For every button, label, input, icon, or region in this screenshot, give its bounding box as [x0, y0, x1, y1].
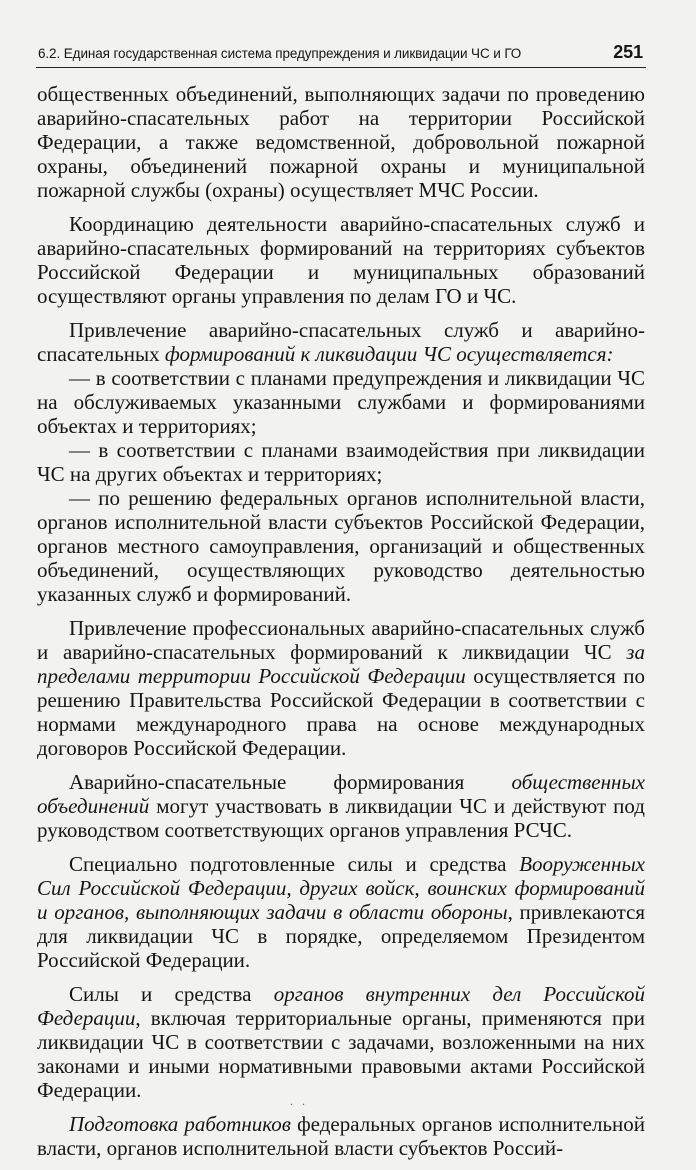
paragraph-10: [37, 982, 645, 1102]
list-item-3: — по решению федеральных органов исполнительной власти, органов исполнительной власти субъектов Российской Федерации, органов местного самоуправления, организаций и общественных объединений, осуществляющих руководство деятельностью указанных служб и формирований.: [37, 486, 645, 606]
list-item-1: — в соответствии с планами предупреждения и ликвидации ЧС на обслуживаемых указанными службами и формированиями объектах и территориях;: [37, 366, 645, 438]
paragraph-11-text: федеральных органов исполнительной власти, органов исполнительной власти субъектов Россий-: [37, 1112, 645, 1160]
paragraph-9-emphasis: Вооруженных Сил Российской Федерации, других войск, воинских формирований и органов, выполняющих задачи в области обороны: [37, 852, 645, 924]
paragraph-3-emphasis: формирований к ликвидации ЧС осуществляется:: [164, 342, 614, 366]
page-body: [37, 82, 645, 1170]
header-rule: [36, 67, 646, 68]
paragraph-8-text-a: Аварийно-спасательные формирования: [69, 770, 512, 794]
footer-mark: . .: [290, 1094, 308, 1108]
paragraph-7: [37, 616, 645, 760]
paragraph-9-text-b: , привлекаются для ликвидации ЧС в порядке, определяемом Президентом Российской Федерации.: [37, 900, 646, 972]
paragraph-7-emphasis: за пределами территории Российской Федерации: [37, 640, 645, 688]
running-head: [38, 42, 643, 63]
paragraph-10-text-b: , включая территориальные органы, применяются при ликвидации ЧС в соответствии с задачами, возложенными на них законами и иными нормативными правовыми актами Российской Федерации.: [37, 1006, 645, 1102]
paragraph-7-text-b: осуществляется по решению Правительства Российской Федерации в соответствии с нормами международного права на основе международных договоров Российской Федерации.: [37, 664, 645, 760]
paragraph-8-text-b: могут участвовать в ликвидации ЧС и действуют под руководством соответствующих органов управления РСЧС.: [37, 794, 645, 842]
list-item-2: — в соответствии с планами взаимодействия при ликвидации ЧС на других объектах и территориях;: [37, 438, 645, 486]
paragraph-9-text-a: Специально подготовленные силы и средства: [69, 852, 520, 876]
paragraph-7-text-a: Привлечение профессиональных аварийно-спасательных служб и аварийно-спасательных формирований к ликвидации ЧС: [37, 616, 645, 664]
page-number: 251: [613, 42, 643, 62]
paragraph-2: Координацию деятельности аварийно-спасательных служб и аварийно-спасательных формирований на территориях субъектов Российской Федерации и муниципальных образований осуществляют органы управления по делам ГО и ЧС.: [37, 212, 645, 308]
paragraph-9: [37, 852, 645, 972]
paragraph-8: [37, 770, 645, 842]
paragraph-10-text-a: Силы и средства: [69, 982, 274, 1006]
section-title: 6.2. Единая государственная система предупреждения и ликвидации ЧС и ГО: [38, 46, 522, 61]
paragraph-3-text: Привлечение аварийно-спасательных служб и аварийно-спасательных: [37, 318, 645, 366]
paragraph-10-emphasis: органов внутренних дел Российской Федерации: [37, 982, 645, 1030]
paragraph-11: [37, 1112, 645, 1160]
paragraph-11-emphasis: Подготовка работников: [69, 1112, 291, 1136]
paragraph-1: общественных объединений, выполняющих задачи по проведению аварийно-спасательных работ на территории Российской Федерации, а также ведомственной, добровольной пожарной охраны, объединений пожарной охраны и муниципальной пожарной службы (охраны) осуществляет МЧС России.: [37, 82, 645, 202]
paragraph-3: [37, 318, 645, 366]
paragraph-8-emphasis: общественных объединений: [37, 770, 645, 818]
